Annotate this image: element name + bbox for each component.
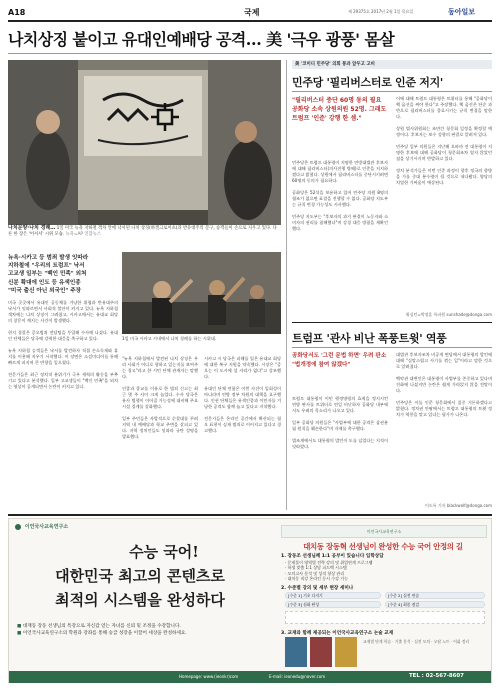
second-headline: 트럼프 '관사 비난 폭풍트윗' 역풍	[292, 332, 447, 345]
ad-b-schedule-box	[285, 611, 485, 624]
small-photo-caption: 1일 미국 시카고 시내에서 나치 경례를 하는 시위대.	[122, 336, 217, 341]
side-body-col-1: 민주당은 트럼프 대통령이 지명한 연방대법관 후보자에 대해 필리버스터(의사진행 방해)로 인준을 저지하겠다고 밝혔다. 상원에서 필리버스터를 중단시키려면 60명의 동의가 필요하다. 공화당은 52석을 보유하고 있어 민주당 의원 8명의 협조가 없으면 표결을 진행할 수 없다. 공화당 지도부는 규칙 변경 가능성도 시사했다. 민주당 지도부는 "후보자의 과거 판결이 노동자와 소비자의 권리를 침해했다"며 강경 대응 방침을 재확인했다.	[292, 160, 388, 231]
header-rule	[8, 20, 492, 22]
second-body-col-1: 트럼프 대통령이 이민 행정명령의 효력을 정지시킨 연방 판사를 트위터로 연일 비난하자 공화당 내부에서도 우려의 목소리가 나오고 있다. 일부 공화당 의원들은 "사법부에 대한 공격은 삼권분립 원칙을 훼손한다"며 자제를 촉구했다. 법조계에서도 대통령의 발언이 도를 넘었다는 지적이 잇따랐다.	[292, 396, 388, 449]
book-cover-image	[335, 637, 357, 667]
side-pull-quote: "필리버스터 중단 60명 동의 필요 공화당 소속 상원의원 52명. 그래도 트럼프 '인준' 강행 한 셈."	[292, 97, 387, 122]
subhead-3: 고교생 일부는 "백인 민족" 외쳐	[8, 271, 87, 278]
advertisement	[8, 518, 492, 683]
small-photo	[122, 252, 281, 334]
page-number: A18	[8, 8, 26, 17]
ad-footer-bar	[9, 671, 491, 683]
subhead-2: 지하철에 "우리의 트럼프" 낙서	[8, 263, 85, 270]
side-kicker: 美 '코미디 민주당' 의회 통과 앞두고 고비	[292, 60, 492, 69]
ad-book-desc: 교재별 단계 학습 · 기출 분석 · 실전 모의 · 오답 노트 · 어휘 정리	[363, 639, 470, 644]
lead-headline: 나치상징 붙이고 유대인예배당 공격… 美 '극우 광풍' 몸살	[8, 30, 395, 49]
bullet-icon: ■	[17, 631, 23, 636]
byline-2: 이도특 기자 blackwolf@donga.com	[424, 503, 492, 508]
ad-phone[interactable]: TEL : 02-567-8607	[409, 673, 464, 679]
subway-graffiti-image	[8, 60, 281, 225]
ad-a-line-1: · 문제풀이 영역별 전략 강의 및 취업연계 프로그램	[285, 560, 373, 565]
page-header	[8, 6, 492, 20]
second-story-rule	[292, 322, 492, 323]
caption-title: 나치문양·나치 경례…	[8, 225, 56, 231]
ad-section-b-table	[285, 592, 485, 626]
ad-bullet-1-text: 대재동 장동 선생님의 특강으로 자신감 얻는 자녀를 신뢰 및 조정을 수강합니다.	[22, 624, 181, 629]
ad-section-c-title: 3. 교재와 함께 제공되는 이언국사교육연구소 논술 교재	[281, 631, 394, 636]
ad-b-row-2: [수준 2] 실전 연습	[385, 592, 485, 599]
ad-top-rule	[8, 514, 492, 516]
book-cover-image	[285, 637, 307, 667]
bullet-icon: ■	[17, 624, 23, 629]
lead-body-col-3: 시카고 시 당국은 피해를 입은 유대교 회당에 대한 복구 지원을 약속했다. 시장은 "증오는 이 도시에 설 자리가 없다"고 강조했다. 유대인 단체 연합은 이번 사건이 일회성이 아니라며 연방 정부 차원의 대책을 요구했다. 인권 단체들은 유색인종과 이민자를 겨냥한 공격도 함께 늘고 있다고 지적했다. 전문가들은 온라인 공간에서 확산되는 혐오 표현이 실제 범죄로 이어지고 있다고 경고했다.	[204, 356, 281, 433]
subhead-4: 신분 확대에 인도 등 유색인종	[8, 279, 81, 286]
lead-body-col-1: 미국 곳곳에서 유대인 공동체를 겨냥한 위협과 반유대주의 낙서가 잇따르면서 사회적 불안이 커지고 있다. 뉴욕 지하철 객차에는 나치 상징이 그려졌고, 시카고에서는 유대교 회당의 창문이 깨지는 사건이 발생했다. 현지 경찰은 증오범죄 전담팀을 투입해 수사에 나섰다. 유대인 단체들은 당국에 강력한 대응을 촉구하고 있다. 뉴욕 지하철 승객들은 낙서를 발견하자 직접 손소독제와 휴지를 이용해 지우기 시작했다. 이 장면은 소셜미디어를 통해 빠르게 퍼지며 큰 반향을 일으켰다. 전문가들은 최근 정치적 분위기가 극우 세력의 활동을 부추기고 있다고 분석했다. 일부 고교생들이 "백인 민족"을 외치는 영상이 공개되면서 논란이 커지고 있다.	[8, 300, 118, 389]
ad-right-headline: 대치동 장동혁 선생님이 완성한 수능 국어 안정의 길	[303, 542, 463, 551]
headline-rule	[8, 53, 492, 54]
lead-subheads	[8, 254, 118, 295]
protest-salute-image	[122, 252, 281, 334]
column-divider	[286, 60, 287, 510]
issue-line: 제 29375호 2017년 2월 1일 목요일	[348, 9, 414, 14]
ad-brand-label	[15, 523, 68, 530]
book-cover-image	[310, 637, 332, 667]
ad-bullet-2	[17, 630, 267, 637]
second-pull-quote: 공화당서도 '그런 문법 하면' 우려 판소 "법개정에 참여 않겠다"	[292, 353, 387, 368]
ad-b-row-4: [수준 4] 최종 점검	[385, 601, 485, 608]
ad-title-2: 대한민국 최고의 콘텐츠로	[55, 567, 225, 585]
ad-section-b-title: 2. 수준별 강의 및 세부 현장 세미나	[281, 586, 354, 591]
subhead-5: "미국 출신 아닌 외국인" 주장	[8, 287, 82, 294]
section-label: 국제	[244, 8, 260, 17]
ad-email[interactable]: E-mail: ieonedu@naver.com	[269, 674, 326, 679]
ad-book-row	[285, 637, 485, 669]
ad-a-line-2: · 학생 맞춤 1:1 상담 피드백 시스템	[285, 565, 347, 571]
subhead-1: 뉴욕·시카고 등 범죄 발생 잇따라	[8, 255, 89, 261]
ad-homepage[interactable]: Homepage: www.(ieonkr)com	[179, 674, 239, 679]
brand-logo: 동아일보	[448, 7, 476, 16]
side-body-col-2: 이에 대해 트럼프 대통령은 트위터를 통해 "공화당이 핵 옵션을 써야 한다"고 주장했다. 핵 옵션은 단순 과반으로 필리버스터를 종료시키는 규칙 변경을 말한다. 상원 법사위원회는 조만간 청문회 일정을 확정할 예정이다. 후보자는 보수 성향의 판결로 알려져 있다. 민주당 일부 의원들은 지난해 오바마 전 대통령이 지명한 후보에 대해 공화당이 청문회조차 열지 않았던 점을 상기시키며 반발하고 있다. 정치 분석가들은 이번 인준 과정이 향후 정국의 향방을 가를 중대 분수령이 될 것으로 내다봤다. 양당의 치열한 기싸움이 예상된다.	[396, 96, 492, 185]
ad-title-1: 수능 국어!	[129, 543, 199, 561]
ad-brand-text: 이언국사교육연구소	[24, 524, 69, 530]
lead-photo	[8, 60, 281, 225]
ad-a-line-4: · 대치동 직강 온라인 동시 수강 가능	[285, 576, 348, 582]
ad-section-a-title: 1. 장동조 선생님께 1:1 공부이 있습니다 입학상담	[281, 554, 384, 559]
ad-b-row-3: [수준 3] 심화 완성	[285, 601, 381, 608]
side-headline-rule	[292, 91, 492, 92]
lead-photo-caption	[8, 226, 281, 246]
ad-b-row-1: [수준 1] 기초 다지기	[285, 592, 381, 599]
ad-bullets	[17, 623, 267, 637]
ad-top-tab	[281, 525, 487, 538]
caption-text: 1일 미국 뉴욕 지하철 객차 안에 낙서된 나치 상징(하켄크로이츠)과 반유대주의 문구, 승객들이 손으로 지우고 있다. 다른 한 장은 '어셔셔' 시위 모습.	[8, 226, 277, 237]
ad-title-3: 최적의 시스템을 완성하다	[55, 591, 225, 609]
caption-credit: 뉴욕=AP 연합뉴스	[65, 231, 101, 237]
ad-bullet-1	[17, 623, 267, 630]
ad-a-line-3: · 모의고사 분석 및 성적 향상 관리	[285, 570, 345, 576]
byline-1: 워싱턴=박정훈 특파원 sunshade@donga.com	[405, 312, 492, 317]
second-headline-rule	[292, 347, 492, 348]
brand-mark-icon	[15, 524, 21, 530]
side-headline: 민주당 '필리버스터로 인준 저지'	[292, 76, 443, 89]
ad-bullet-2-text: 이언국사교육연구소의 학원과 강좌를 통해 승급 성장을 이끌어 세상을 완성하세요.	[22, 631, 187, 636]
lead-body-col-2: "뉴욕 지하철에서 발견된 나치 상징은 우리 사회가 어디로 향하고 있는지를 보여주는 경고"라고 한 시민 단체 관계자는 말했다. 인종과 종교를 이유로 한 범죄 신고는 최근 몇 주 사이 크게 늘었다. 수사 당국은 유사 범행이 이어질 가능성에 대비해 주요 시설 경계를 강화했다. 일부 주민들은 자발적으로 순찰대를 꾸려 지역 내 예배당과 학교 주변을 살피고 있다. 지역 정치인들도 잇따라 규탄 성명을 발표했다.	[122, 356, 198, 439]
ad-section-a-list	[285, 560, 485, 582]
ad-top-tab-text: 이언국사교육연구소	[366, 529, 402, 534]
second-body-col-2: 대법관 후보자조차 비공개 면담에서 대통령의 발언에 대해 "실망스럽고 사기를 꺾는 일"이라고 말한 것으로 알려졌다. 백악관 대변인은 대통령이 사법부를 존중하고 있다며 진화에 나섰지만 논란은 쉽게 가라앉지 않을 전망이다. 민주당은 이를 인준 청문회에서 집중 거론하겠다고 밝혔다. 정치권 안팎에서는 트럼프 대통령의 트윗 정치가 역풍을 맞고 있다는 평가가 나온다.	[396, 352, 492, 417]
